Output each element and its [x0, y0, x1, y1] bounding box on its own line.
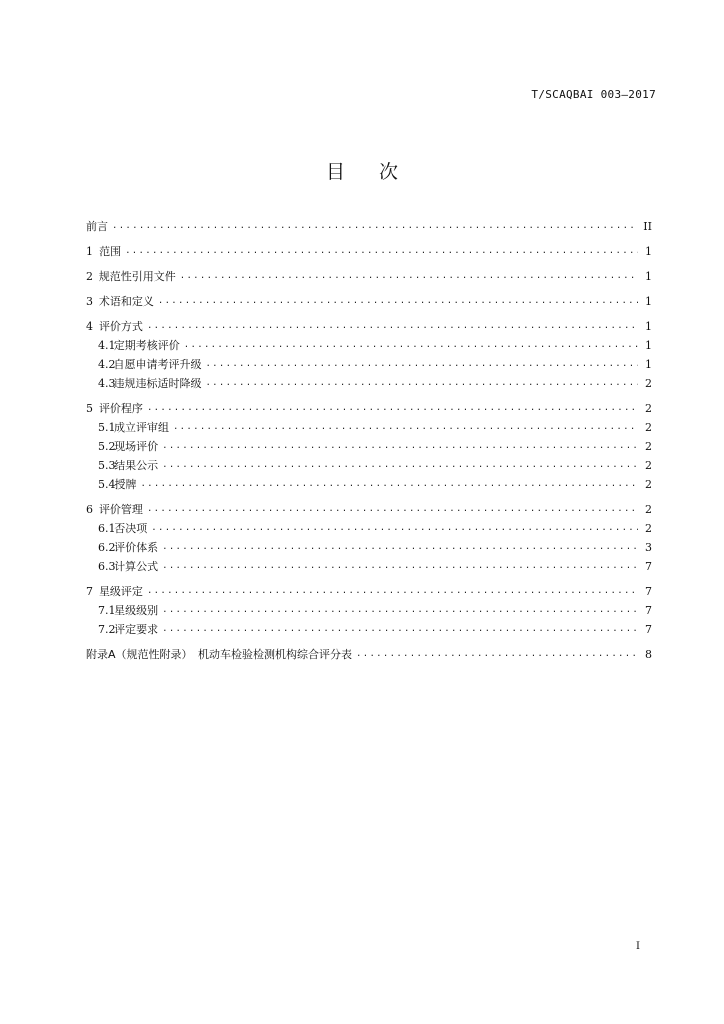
toc-entry-number: 6.3: [98, 559, 116, 573]
toc-entry-page: 1: [645, 244, 652, 258]
toc-entry-title: 计算公式: [114, 559, 159, 573]
toc-entry-number: 2: [86, 269, 93, 283]
toc-entry-title: 评价管理: [98, 502, 143, 516]
toc-entry[interactable]: [86, 439, 652, 454]
toc-entry-page: 2: [645, 401, 652, 415]
toc-entry-title: 自愿申请考评升级: [113, 357, 202, 371]
toc-entry[interactable]: [86, 397, 652, 416]
toc-entry[interactable]: [86, 580, 652, 599]
toc-entry-title: 否决项: [114, 521, 148, 535]
page-title: 目次: [325, 161, 432, 183]
toc-entry-number: 7: [86, 584, 93, 598]
toc-entry-page: 1: [645, 338, 652, 352]
dot-leader: [147, 584, 638, 599]
dot-leader: [125, 244, 638, 259]
dot-leader: [147, 401, 638, 416]
toc-entry-title: 星级级别: [114, 603, 159, 617]
dot-leader: [162, 540, 638, 555]
toc-entry[interactable]: [86, 498, 652, 517]
toc-entry[interactable]: [86, 458, 652, 473]
dot-leader: [140, 477, 638, 492]
toc-entry-number: 4.2: [98, 357, 116, 371]
dot-leader: [162, 439, 638, 454]
toc-entry-title: 术语和定义: [98, 294, 154, 308]
table-of-contents: [86, 210, 652, 662]
toc-entry-number: 6: [86, 502, 93, 516]
standard-code: T/SCAQBAI 003—2017: [531, 88, 656, 101]
toc-entry[interactable]: [86, 603, 652, 618]
dot-leader: [158, 294, 638, 309]
toc-entry-page: 3: [645, 540, 652, 554]
toc-entry-number: 6.2: [98, 540, 116, 554]
toc-entry-page: 7: [645, 622, 652, 636]
toc-entry-title: 成立评审组: [113, 420, 169, 434]
toc-entry-page: 1: [645, 294, 652, 308]
toc-entry[interactable]: [86, 622, 652, 637]
dot-leader: [147, 319, 638, 334]
toc-entry-number: 6.1: [98, 521, 116, 535]
toc-entry[interactable]: [86, 315, 652, 334]
toc-entry-number: 5.1: [98, 420, 116, 434]
dot-leader: [205, 357, 638, 372]
dot-leader: [356, 647, 638, 662]
dot-leader: [112, 219, 638, 234]
toc-entry-page: 1: [645, 319, 652, 333]
toc-entry-page: 1: [645, 357, 652, 371]
toc-entry-page: 1: [645, 269, 652, 283]
toc-entry-page: 2: [645, 521, 652, 535]
toc-entry-page: 8: [645, 647, 652, 661]
toc-entry-number: 4: [86, 319, 93, 333]
toc-entry-number: 5: [86, 401, 93, 415]
toc-entry-number: 4.1: [98, 338, 116, 352]
dot-leader: [180, 269, 638, 284]
toc-entry[interactable]: [86, 265, 652, 284]
toc-entry[interactable]: [86, 215, 652, 234]
toc-entry-title: 评定要求: [114, 622, 159, 636]
toc-entry-page: 7: [645, 584, 652, 598]
toc-entry-title: 范围: [99, 244, 122, 258]
toc-entry-title: 评价方式: [98, 319, 143, 333]
toc-entry-title: 授牌: [114, 477, 137, 491]
toc-entry[interactable]: [86, 290, 652, 309]
toc-entry-title: 评价体系: [114, 540, 159, 554]
toc-entry-page: 7: [645, 559, 652, 573]
dot-leader: [184, 338, 638, 353]
toc-entry-title: 定期考核评价: [113, 338, 180, 352]
toc-entry-title: 现场评价: [114, 439, 159, 453]
toc-entry-title: 违规违标适时降级: [113, 376, 202, 390]
toc-entry-number: 1: [86, 244, 93, 258]
toc-entry-number: 5.2: [98, 439, 116, 453]
toc-entry-title: 结果公示: [114, 458, 159, 472]
toc-entry-number: 5.3: [98, 458, 116, 472]
toc-entry[interactable]: [86, 240, 652, 259]
dot-leader: [162, 559, 638, 574]
toc-entry[interactable]: [86, 643, 652, 662]
dot-leader: [173, 420, 638, 435]
toc-entry-title: 星级评定: [98, 584, 143, 598]
toc-entry-number: 7.2: [98, 622, 116, 636]
toc-entry-page: II: [643, 219, 652, 233]
toc-entry[interactable]: [86, 338, 652, 353]
toc-entry-page: 2: [645, 502, 652, 516]
toc-entry-page: 2: [645, 376, 652, 390]
toc-entry-title: 前言: [86, 219, 108, 233]
dot-leader: [162, 603, 638, 618]
toc-entry-number: 4.3: [98, 376, 116, 390]
toc-entry[interactable]: [86, 357, 652, 372]
dot-leader: [205, 376, 638, 391]
toc-entry[interactable]: [86, 559, 652, 574]
toc-entry[interactable]: [86, 521, 652, 536]
toc-entry-page: 7: [645, 603, 652, 617]
toc-entry-title: 附录A（规范性附录） 机动车检验检测机构综合评分表: [86, 647, 353, 661]
toc-entry-number: 7.1: [98, 603, 116, 617]
dot-leader: [162, 458, 638, 473]
toc-entry-page: 2: [645, 477, 652, 491]
toc-entry-title: 规范性引用文件: [98, 269, 176, 283]
toc-entry[interactable]: [86, 540, 652, 555]
toc-entry-page: 2: [645, 420, 652, 434]
toc-entry-number: 3: [86, 294, 93, 308]
toc-entry[interactable]: [86, 477, 652, 492]
toc-entry-page: 2: [645, 458, 652, 472]
toc-entry-number: 5.4: [98, 477, 116, 491]
toc-entry[interactable]: [86, 420, 652, 435]
dot-leader: [162, 622, 638, 637]
toc-entry[interactable]: [86, 376, 652, 391]
page-number: I: [636, 941, 640, 952]
toc-entry-title: 评价程序: [98, 401, 143, 415]
dot-leader: [147, 502, 638, 517]
dot-leader: [151, 521, 638, 536]
toc-entry-page: 2: [645, 439, 652, 453]
